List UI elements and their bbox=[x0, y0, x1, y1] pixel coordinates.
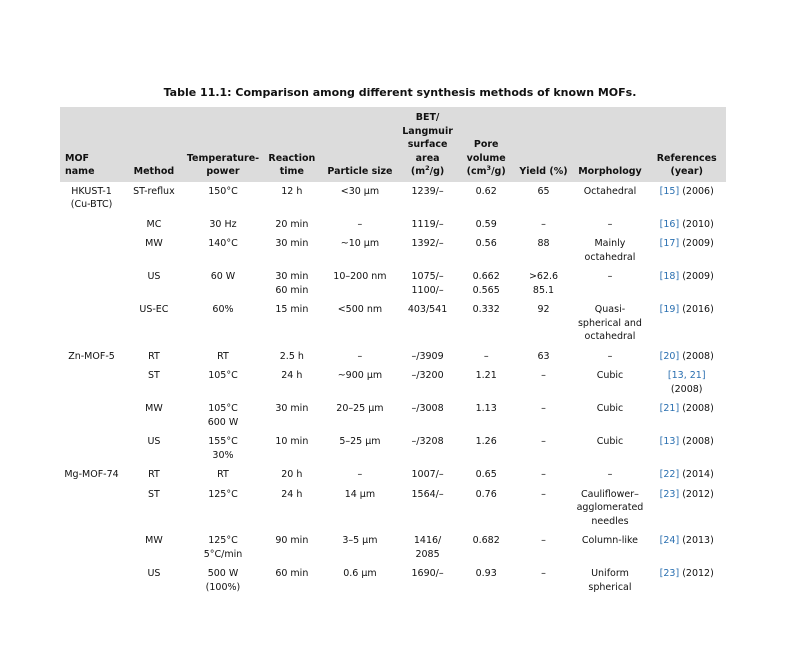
method-cell: ST-reflux bbox=[133, 185, 175, 197]
table-row bbox=[60, 435, 726, 468]
table-end-row bbox=[60, 600, 726, 610]
method-cell: ST bbox=[148, 488, 160, 500]
reference-year: (2009) bbox=[679, 238, 714, 249]
mof-name-cell bbox=[60, 218, 123, 238]
reference-cell bbox=[647, 402, 726, 435]
header-mof-name: MOF name bbox=[60, 107, 123, 182]
mof-name-cell bbox=[60, 237, 123, 270]
time-cell: 30 min bbox=[275, 238, 309, 249]
morphology-cell: – bbox=[607, 271, 613, 282]
morphology-cell: Cauliflower– agglomerated needles bbox=[576, 488, 644, 527]
mof-name-cell bbox=[60, 567, 123, 600]
bet-area-cell: –/3200 bbox=[411, 370, 444, 381]
header-morphology: Morphology bbox=[572, 107, 647, 182]
temperature-cell: 60% bbox=[212, 304, 234, 315]
table-row bbox=[60, 350, 726, 370]
time-cell: 12 h bbox=[281, 185, 303, 197]
reference-cell bbox=[647, 303, 726, 350]
time-cell: 30 min bbox=[275, 403, 309, 414]
particle-size-cell: 10–200 nm bbox=[333, 271, 387, 282]
table-row bbox=[60, 303, 726, 350]
time-cell: 20 h bbox=[281, 469, 303, 480]
time-cell: 10 min bbox=[275, 436, 309, 447]
mof-name-cell: Mg-MOF-74 bbox=[64, 469, 119, 480]
empty-cell bbox=[261, 600, 322, 610]
table-row bbox=[60, 488, 726, 535]
particle-size-cell: 5–25 μm bbox=[339, 436, 381, 447]
temperature-cell: 60 W bbox=[210, 271, 236, 282]
method-cell: US bbox=[147, 436, 161, 447]
header-temperature-power: Temperature- power bbox=[185, 107, 261, 182]
reference-year: (2008) bbox=[670, 383, 703, 395]
reference-cell bbox=[647, 534, 726, 567]
bet-area-cell: 1075/– 1100/– bbox=[411, 271, 444, 296]
bet-area-cell: 403/541 bbox=[407, 304, 448, 315]
header-bet-area: BET/ Langmuir surface area $(m^2/g)$ bbox=[397, 107, 458, 182]
pore-volume-cell: – bbox=[483, 350, 489, 362]
pore-volume-cell: 0.56 bbox=[475, 238, 497, 249]
method-cell: MW bbox=[145, 238, 163, 249]
time-cell: 24 h bbox=[281, 488, 303, 500]
bet-area-cell: 1564/– bbox=[411, 488, 444, 500]
yield-cell: 88 bbox=[537, 238, 550, 249]
temperature-cell: 140°C bbox=[208, 238, 238, 249]
reference-link[interactable]: [19] bbox=[659, 304, 680, 315]
pore-volume-cell: 1.21 bbox=[475, 370, 497, 381]
temperature-cell: 150°C bbox=[208, 185, 238, 197]
method-cell: MC bbox=[146, 218, 162, 230]
reference-cell bbox=[647, 435, 726, 468]
yield-cell: – bbox=[541, 488, 546, 500]
empty-cell bbox=[397, 600, 458, 610]
particle-size-cell: ~10 μm bbox=[340, 238, 380, 249]
particle-size-cell: 0.6 μm bbox=[343, 568, 377, 579]
reference-link[interactable]: [23] bbox=[659, 488, 680, 500]
yield-cell: >62.6 85.1 bbox=[528, 271, 559, 296]
mof-name-cell bbox=[60, 303, 123, 350]
bet-area-cell: 1239/– bbox=[411, 185, 444, 197]
reference-cell bbox=[647, 468, 726, 488]
particle-size-cell: – bbox=[357, 350, 363, 362]
method-cell: RT bbox=[148, 350, 160, 362]
temperature-cell: RT bbox=[217, 469, 229, 480]
reference-year: (2010) bbox=[679, 218, 714, 230]
morphology-cell: Uniform spherical bbox=[588, 568, 632, 593]
mof-name-cell bbox=[60, 534, 123, 567]
mof-synthesis-table bbox=[60, 107, 726, 610]
header-row bbox=[60, 107, 726, 182]
yield-cell: 65 bbox=[537, 185, 550, 197]
reference-link[interactable]: [21] bbox=[659, 403, 680, 414]
reference-year: (2008) bbox=[679, 403, 714, 414]
header-yield: Yield (%) bbox=[515, 107, 573, 182]
reference-year: (2008) bbox=[679, 436, 714, 447]
reference-link[interactable]: [13] bbox=[659, 436, 680, 447]
mof-name-cell bbox=[60, 402, 123, 435]
reference-link[interactable]: [23] bbox=[659, 568, 680, 579]
mof-name-cell: HKUST-1 (Cu-BTC) bbox=[70, 185, 113, 210]
reference-cell bbox=[647, 218, 726, 238]
empty-cell bbox=[323, 600, 398, 610]
pore-volume-cell: 0.332 bbox=[472, 304, 500, 315]
particle-size-cell: ~900 μm bbox=[337, 370, 383, 381]
bet-area-cell: –/3008 bbox=[411, 403, 444, 414]
reference-link[interactable]: [15] bbox=[659, 185, 680, 197]
reference-cell bbox=[647, 567, 726, 600]
header-method: Method bbox=[123, 107, 185, 182]
morphology-cell: Column-like bbox=[581, 535, 639, 546]
table-row bbox=[60, 567, 726, 600]
reference-cell bbox=[647, 350, 726, 370]
morphology-cell: – bbox=[607, 350, 613, 362]
temperature-cell: 125°C bbox=[208, 488, 238, 500]
header-particle-size: Particle size bbox=[323, 107, 398, 182]
bet-area-cell: –/3208 bbox=[411, 436, 444, 447]
reference-link[interactable]: [18] bbox=[659, 271, 680, 282]
pore-volume-cell: 0.65 bbox=[475, 469, 497, 480]
temperature-cell: 30 Hz bbox=[209, 218, 237, 230]
yield-cell: 63 bbox=[537, 350, 550, 362]
bet-area-cell: –/3909 bbox=[411, 350, 444, 362]
yield-cell: – bbox=[541, 568, 546, 579]
reference-year: (2016) bbox=[679, 304, 714, 315]
temperature-cell: 125°C 5°C/min bbox=[203, 535, 243, 560]
bet-area-cell: 1119/– bbox=[411, 218, 444, 230]
temperature-cell: 105°C 600 W bbox=[207, 403, 239, 428]
table-row bbox=[60, 534, 726, 567]
morphology-cell: Cubic bbox=[596, 370, 624, 381]
time-cell: 90 min bbox=[275, 535, 309, 546]
method-cell: ST bbox=[148, 370, 160, 381]
reference-cell bbox=[647, 488, 726, 535]
particle-size-cell: 20–25 μm bbox=[336, 403, 384, 414]
empty-cell bbox=[572, 600, 647, 610]
time-cell: 20 min bbox=[275, 218, 309, 230]
reference-year: (2013) bbox=[679, 535, 714, 546]
particle-size-cell: <30 μm bbox=[340, 185, 380, 197]
empty-cell bbox=[60, 600, 123, 610]
table-row bbox=[60, 468, 726, 488]
mof-name-cell bbox=[60, 270, 123, 303]
reference-link[interactable]: [24] bbox=[659, 535, 680, 546]
empty-cell bbox=[123, 600, 185, 610]
reference-year: (2006) bbox=[679, 185, 714, 197]
bet-area-cell: 1690/– bbox=[411, 568, 444, 579]
yield-cell: – bbox=[541, 370, 546, 381]
method-cell: MW bbox=[145, 535, 163, 546]
time-cell: 30 min 60 min bbox=[275, 271, 309, 296]
table-body bbox=[60, 182, 726, 611]
pore-volume-cell: 0.682 bbox=[472, 535, 500, 546]
method-cell: US bbox=[147, 568, 161, 579]
morphology-cell: – bbox=[607, 218, 613, 230]
reference-link[interactable]: [20] bbox=[659, 350, 680, 362]
pore-volume-cell: 1.13 bbox=[475, 403, 497, 414]
time-cell: 24 h bbox=[281, 370, 303, 381]
time-cell: 60 min bbox=[275, 568, 309, 579]
yield-cell: – bbox=[541, 535, 546, 546]
pore-volume-cell: 0.93 bbox=[475, 568, 497, 579]
mof-name-cell: Zn-MOF-5 bbox=[68, 350, 115, 362]
bet-area-cell: 1007/– bbox=[411, 469, 444, 480]
morphology-cell: – bbox=[607, 469, 613, 480]
yield-cell: 92 bbox=[537, 304, 550, 315]
method-cell: MW bbox=[145, 403, 163, 414]
temperature-cell: 155°C 30% bbox=[208, 436, 238, 461]
morphology-cell: Octahedral bbox=[583, 185, 637, 197]
pore-volume-cell: 0.62 bbox=[475, 185, 497, 197]
reference-year: (2012) bbox=[679, 568, 714, 579]
mof-name-cell bbox=[60, 369, 123, 402]
reference-year: (2014) bbox=[679, 469, 714, 480]
method-cell: US bbox=[147, 271, 161, 282]
header-references: References (year) bbox=[647, 107, 726, 182]
empty-cell bbox=[185, 600, 261, 610]
particle-size-cell: – bbox=[357, 218, 363, 230]
table-row bbox=[60, 237, 726, 270]
reference-link[interactable]: [17] bbox=[659, 238, 680, 249]
table-row bbox=[60, 402, 726, 435]
table-caption: Table 11.1: Comparison among different synthesis methods of known MOFs. bbox=[163, 86, 637, 99]
header-reaction-time: Reaction time bbox=[261, 107, 322, 182]
empty-cell bbox=[458, 600, 515, 610]
particle-size-cell: 3–5 μm bbox=[342, 535, 378, 546]
morphology-cell: Cubic bbox=[596, 403, 624, 414]
table-row bbox=[60, 270, 726, 303]
table-row bbox=[60, 218, 726, 238]
temperature-cell: RT bbox=[217, 350, 229, 362]
reference-link[interactable]: [16] bbox=[659, 218, 680, 230]
mof-name-cell bbox=[60, 488, 123, 535]
yield-cell: – bbox=[541, 436, 546, 447]
particle-size-cell: 14 μm bbox=[344, 488, 376, 500]
reference-cell bbox=[647, 182, 726, 218]
reference-cell bbox=[647, 270, 726, 303]
empty-cell bbox=[647, 600, 726, 610]
reference-year: (2008) bbox=[679, 350, 714, 362]
morphology-cell: Mainly octahedral bbox=[584, 238, 636, 263]
reference-link[interactable]: [22] bbox=[659, 469, 680, 480]
reference-year: (2012) bbox=[679, 488, 714, 500]
morphology-cell: Cubic bbox=[596, 436, 624, 447]
temperature-cell: 105°C bbox=[208, 370, 238, 381]
pore-volume-cell: 0.76 bbox=[475, 488, 497, 500]
mof-name-cell bbox=[60, 435, 123, 468]
reference-cell bbox=[647, 237, 726, 270]
bet-area-cell: 1416/ 2085 bbox=[413, 535, 442, 560]
empty-cell bbox=[515, 600, 573, 610]
table-row bbox=[60, 369, 726, 402]
pore-volume-cell: 0.662 0.565 bbox=[472, 271, 500, 296]
table-row bbox=[60, 182, 726, 218]
pore-volume-cell: 1.26 bbox=[475, 436, 497, 447]
yield-cell: – bbox=[541, 469, 546, 480]
reference-year: (2009) bbox=[679, 271, 714, 282]
method-cell: US-EC bbox=[139, 304, 169, 315]
morphology-cell: Quasi- spherical and octahedral bbox=[577, 304, 642, 342]
particle-size-cell: <500 nm bbox=[337, 304, 383, 315]
method-cell: RT bbox=[148, 469, 160, 480]
particle-size-cell: – bbox=[357, 469, 363, 480]
bet-area-cell: 1392/– bbox=[411, 238, 444, 249]
time-cell: 2.5 h bbox=[279, 350, 304, 362]
reference-cell bbox=[647, 369, 726, 402]
time-cell: 15 min bbox=[275, 304, 309, 315]
yield-cell: – bbox=[541, 403, 546, 414]
reference-link[interactable]: [13, 21] bbox=[667, 370, 706, 381]
temperature-cell: 500 W (100%) bbox=[205, 568, 241, 593]
pore-volume-cell: 0.59 bbox=[475, 218, 497, 230]
yield-cell: – bbox=[541, 218, 546, 230]
header-pore-volume: Pore volume $(cm^3/g)$ bbox=[458, 107, 515, 182]
